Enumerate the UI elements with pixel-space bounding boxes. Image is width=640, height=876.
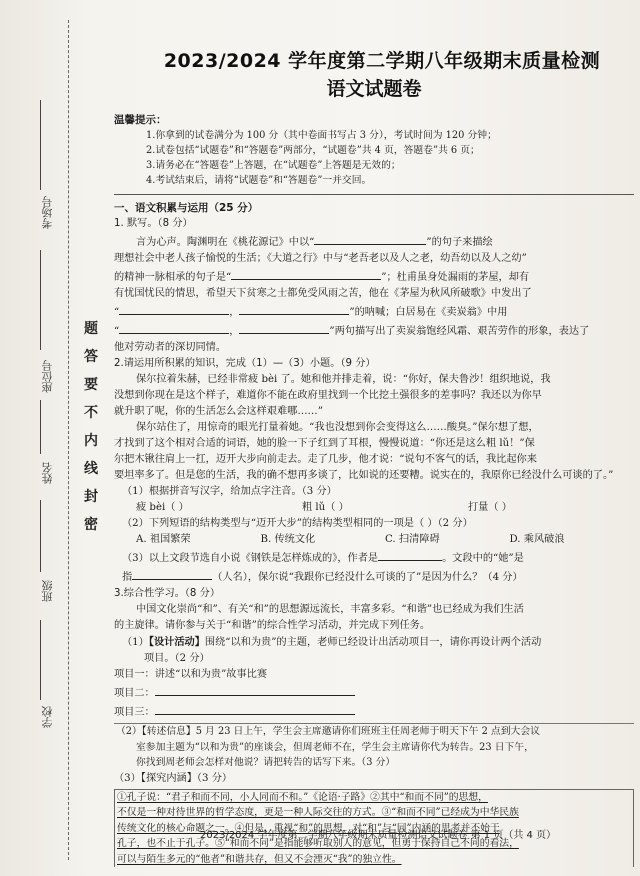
pinyin-item[interactable]: 疲 bèi（ ） [136, 502, 189, 513]
answer-blank[interactable] [132, 567, 212, 580]
task-1: （1）【设计活动】围绕“以和为贵”的主题，老师已经设计出活动项目一，请你再设计两个活动 [122, 636, 542, 648]
sub-question-3: 指 （人名），保尔说“我跟你已经没什么可谈的了”是因为什么？（4 分） [114, 567, 634, 586]
answer-blank[interactable] [155, 702, 355, 715]
class-line [40, 500, 41, 572]
passage-line: 没想到你现在是这个样子，难道你不能在政府里找到一个比挖土强很多的差事吗？我还以为你早 [114, 390, 542, 401]
task-3-line: 孔子，也不止于孔子。⑤“和而不同”是指能够听取别人的意见，但勇于保持自己不同的看法， [117, 838, 519, 849]
option-a[interactable]: A. 祖国繁荣 [136, 534, 191, 545]
name-label: 姓名 [41, 462, 54, 484]
question-1-line: “ ， ”两句描写出了卖炭翁饱经风霜、艰苦劳作的形象，表达了 [114, 321, 634, 340]
binding-strip [0, 0, 112, 876]
exam-room-line [40, 100, 41, 190]
tip-item: 3.请务必在“答题卷”上答题，在“试题卷”上答题是无效的； [146, 160, 401, 171]
seal-char: 要 [84, 377, 98, 393]
question-1-line: 言为心声。陶渊明在《桃花源记》中以“ ”的句子来描绘 [114, 232, 634, 251]
sub-question-1-items [114, 500, 634, 516]
seal-char: 答 [84, 349, 98, 365]
question-1-line: 有忧国忧民的情思，希望天下贫寒之士都免受风雨之苦，他在《茅屋为秋风所破歌》中发出了 [114, 288, 532, 299]
exam-title: 2023/2024 学年度第二学期八年级期末质量检测 [163, 50, 601, 72]
passage-line: 保尔站住了，用惊奇的眼光打量着她。“我也没想到你会变得这么……酸臭。”保尔想了想， [136, 422, 539, 433]
seal-char: 线 [84, 461, 98, 477]
pinyin-item[interactable]: 粗 lǔ（ ） [302, 502, 349, 513]
task-3-line: ①孔子说：“君子和而不同，小人同而不和。”《论语·子路》②其中“和而不同”的思想， [117, 791, 488, 803]
answer-blank[interactable] [155, 683, 355, 696]
question-1-line: 理想社会中老人孩子愉悦的生活；《大道之行》中与“老吾老以及人之老，幼吾幼以及人之幼” [114, 253, 527, 264]
seal-char: 不 [84, 405, 98, 421]
section-divider [114, 194, 634, 196]
passage-line: 才找到了这个相对合适的词语，她的脸一下子红到了耳根，慢慢说道：“你还是这么粗 lǔ！”保 [114, 438, 535, 449]
option-c[interactable]: C. 扫清障碍 [385, 534, 440, 545]
exam-room-label: 考场号 [41, 196, 54, 229]
question-1-title: 1. 默写。（8 分） [114, 218, 193, 229]
class-label: 班级 [41, 580, 54, 602]
school-line [40, 620, 41, 700]
task-2-line: 你找到周老师会怎样对他说？请把转告的话写下来。（3 分） [136, 757, 396, 768]
passage-line: 就升职了呢，你的生活怎么会这样艰难哪……” [114, 406, 323, 417]
task-3-title: （3）【探究内涵】（3 分） [114, 772, 233, 784]
passage-line: 保尔拉着朱赫，已经非常疲 bèi 了。她和他并排走着，说：“你好，保夫鲁沙！组织地说，我 [136, 374, 551, 385]
seal-char: 密 [84, 517, 98, 533]
page-footer: 2023/2024 学年度第二学期八年级期末质量检测语文试题卷 第 1 页（共 4 页） [200, 830, 557, 841]
seat-number-line [40, 250, 41, 350]
task-2-line: （2）【转述信息】5 月 23 日上午，学生会主席邀请你们班班主任周老师于明天下午 2 点到大会议 [116, 726, 540, 737]
option-b[interactable]: B. 传统文化 [260, 534, 316, 545]
school-label: 学校 [41, 706, 54, 728]
sub-question-1: （1）根据拼音写汉字，给加点字注音。（3 分） [122, 486, 337, 497]
question-2-title: 2.请运用所积累的知识，完成（1）—（3）小题。（9 分） [114, 358, 376, 369]
task-3-line: 传统文化的核心命题之一。④但是，重视“和”的思想，对“和”与“同”内涵的思考并不始于 [117, 822, 500, 834]
task-3-line: 不仅是一种对待世界的哲学态度，更是一种人际交往的方式。③“和而不同”已经成为中华民族 [117, 807, 519, 818]
exam-content [114, 48, 634, 867]
sub-question-2: （2）下列短语的结构类型与“迈开大步”的结构类型相同的一项是（ ）（2 分） [122, 518, 473, 529]
seal-char: 内 [84, 433, 98, 449]
seal-char: 封 [84, 489, 98, 505]
question-3-title: 3.综合性学习。（8 分） [114, 588, 221, 599]
exam-subtitle: 语文试题卷 [326, 78, 422, 100]
intro-line: 中国文化崇尚“和”、有关“和”的思想源远流长，丰富多彩。“和谐”也已经成为我们生活 [136, 604, 524, 615]
tip-item: 1.你拿到的试卷满分为 100 分（其中卷面书写占 3 分），考试时间为 120 分钟； [146, 130, 497, 141]
answer-blank[interactable] [314, 232, 426, 245]
seal-char: 题 [84, 321, 98, 337]
question-1-line: 的精神一脉相承的句子是“ ”；杜甫虽身处漏雨的茅屋，却有 [114, 267, 634, 286]
tip-item: 4.考试结束后，请将“试题卷”和“答题卷”一并交回。 [146, 175, 372, 186]
sub-question-3: （3）以上文段节选自小说《钢铁是怎样炼成的》，作者是 。文段中的“她”是 [114, 548, 634, 567]
seat-number-label: 座位号 [41, 360, 54, 393]
answer-blank[interactable] [119, 321, 229, 334]
passage-line: 尔把木锹往肩上一扛，迈开大步向前走去。走了几步，他才说：“说句不客气的话，我比起你来 [114, 454, 537, 465]
passage-line: 要坦率多了。但是您的生活，我的确不想再多谈了，比如说的还要糟。说实在的，我原你已经没什么可谈的了。” [114, 470, 614, 481]
task-3-line: 可以与陌生多元的“他者”和谐共存，但又不会湮灭“我”的独立性。 [117, 853, 402, 865]
task-2-box [114, 723, 634, 771]
project-1: 项目一：讲述“以和为贵”故事比赛 [114, 669, 268, 680]
project-2: 项目二： [114, 683, 634, 702]
name-line [40, 400, 41, 454]
question-1-line: “ ， ”的呐喊；白居易在《卖炭翁》中用 [114, 302, 634, 321]
task-1-cont: 项目。（2 分） [144, 653, 210, 664]
answer-blank[interactable] [239, 321, 329, 334]
seal-dashed-line [68, 20, 69, 860]
tips-heading: 温馨提示： [114, 114, 167, 126]
answer-blank[interactable] [378, 548, 442, 561]
sub-question-2-options [114, 532, 634, 548]
tip-item: 2.试卷包括“试题卷”和“答题卷”两部分，“试题卷”共 4 页，答题卷”共 6 页； [146, 145, 480, 156]
answer-blank[interactable] [239, 302, 349, 315]
pinyin-item[interactable]: 打量（ ） [468, 502, 512, 513]
task-2-line: 室参加主题为“以和为贵”的座谈会，但周老师不在，学生会主席请你代为转告。23 日下午， [136, 741, 534, 753]
section-heading: 一、语文积累与运用（25 分） [114, 202, 259, 214]
question-1-line: 他对劳动者的深切同情。 [114, 342, 227, 353]
intro-line: 的主旋律。请你参与关于“和谐”的综合性学习活动，并完成下列任务。 [114, 620, 431, 631]
project-3: 项目三： [114, 702, 634, 721]
answer-blank[interactable] [231, 267, 381, 280]
answer-blank[interactable] [119, 302, 229, 315]
option-d[interactable]: D. 乘风破浪 [509, 534, 565, 545]
